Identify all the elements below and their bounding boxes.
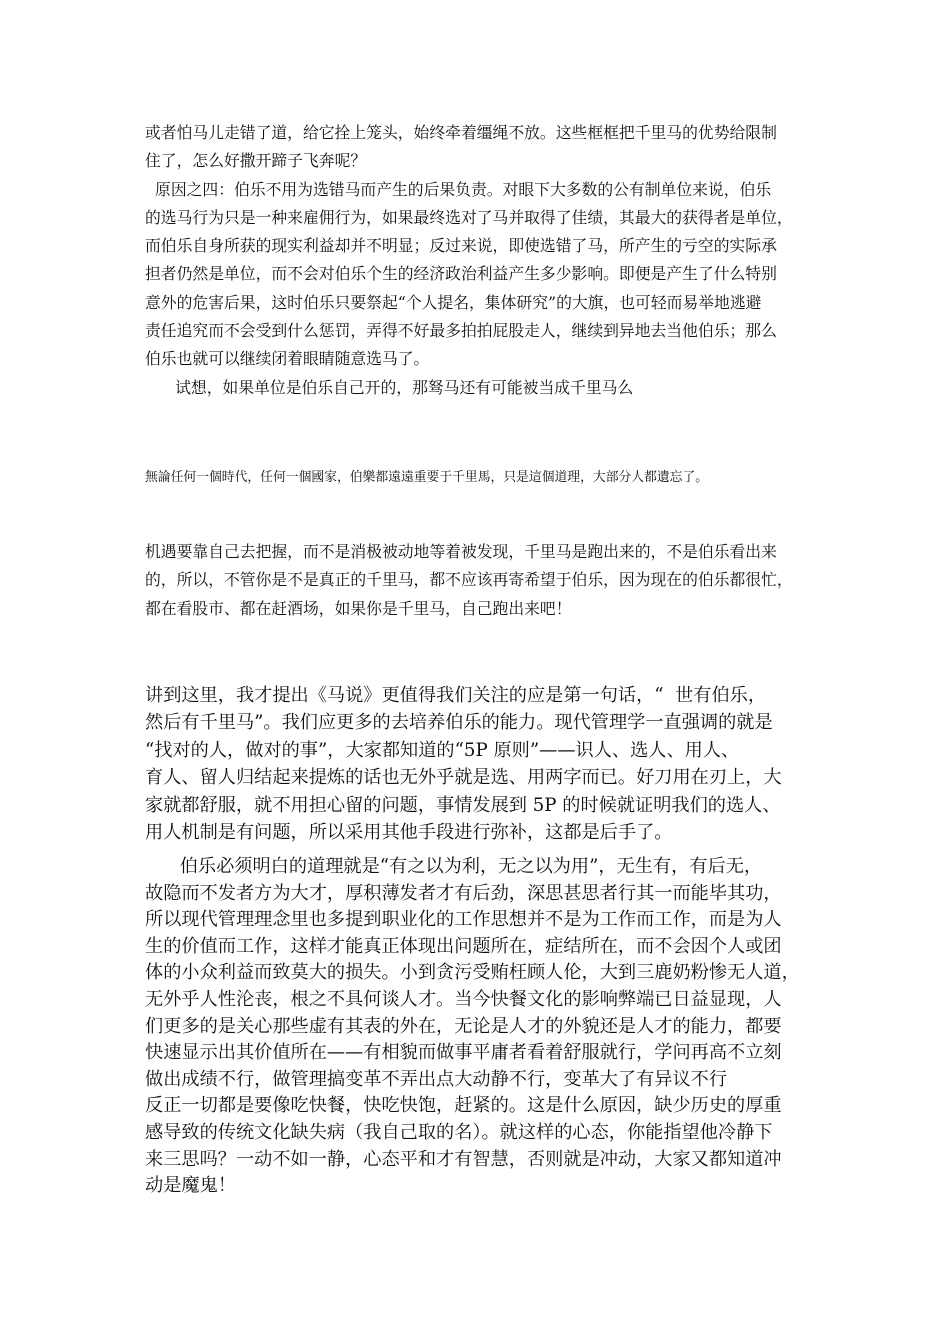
text-line: 都在看股市、都在赶酒场，如果你是千里马，自己跑出来吧！ bbox=[145, 598, 572, 618]
text-line: 的选马行为只是一种来雇佣行为，如果最终选对了马并取得了佳绩，其最大的获得者是单位， bbox=[145, 207, 793, 227]
text-line: 意外的危害后果，这时伯乐只要祭起“个人提名，集体研究”的大旗，也可轻而易举地逃避 bbox=[145, 292, 762, 312]
text-line: 们更多的是关心那些虚有其表的外在，无论是人才的外貌还是人才的能力，都要 bbox=[145, 1015, 782, 1037]
text-line: 無論任何一個時代，任何一個國家，伯樂都遠遠重要于千里馬，只是這個道理，大部分人都遺忘了。 bbox=[145, 470, 709, 485]
text-line: 反正一切都是要像吃快餐，快吃快饱，赶紧的。这是什么原因，缺少历史的厚重 bbox=[145, 1095, 782, 1117]
text-line: 然后有千里马”。我们应更多的去培养伯乐的能力。现代管理学一直强调的就是 bbox=[145, 712, 773, 734]
text-line: 所以现代管理理念里也多提到职业化的工作思想并不是为工作而工作，而是为人 bbox=[145, 909, 782, 931]
text-line: 感导致的传统文化缺失病（我自己取的名）。就这样的心态，你能指望他冷静下 bbox=[145, 1121, 773, 1143]
text-line: 担者仍然是单位，而不会对伯乐个生的经济政治利益产生多少影响。即便是产生了什么特别 bbox=[145, 264, 777, 284]
section-4-paragraph bbox=[145, 854, 810, 1200]
text-line: 故隐而不发者方为大才，厚积薄发者才有后劲，深思甚思者行其一而能毕其功， bbox=[145, 882, 782, 904]
text-line: 讲到这里，我才提出《马说》更值得我们关注的应是第一句话，“ 世有伯乐， bbox=[145, 685, 767, 706]
text-line: 责任追究而不会受到什么惩罚，弄得不好最多拍拍屁股走人，继续到异地去当他伯乐；那么 bbox=[145, 321, 777, 341]
text-line: 生的价值而工作，这样才能真正体现出问题所在，症结所在，而不会因个人或团 bbox=[145, 935, 782, 957]
text-line: “找对的人，做对的事”，大家都知道的“5P 原则”——识人、选人、用人、 bbox=[145, 739, 740, 761]
text-line: 体的小众利益而致莫大的损失。小到贪污受贿枉顾人伦，大到三鹿奶粉惨无人道， bbox=[145, 962, 800, 984]
text-line: 原因之四：伯乐不用为选错马而产生的后果负责。对眼下大多数的公有制单位来说，伯乐 bbox=[145, 179, 772, 199]
text-line: 伯乐必须明白的道理就是“有之以为利，无之以为用”，无生有，有后无， bbox=[145, 856, 763, 877]
text-line: 家就都舒服，就不用担心留的问题，事情发展到 5P 的时候就证明我们的选人、 bbox=[145, 794, 781, 816]
section-3-paragraph bbox=[145, 682, 810, 846]
text-line: 快速显示出其价值所在——有相貌而做事平庸者看着舒服就行，学问再高不立刻 bbox=[145, 1042, 782, 1064]
text-line: 住了，怎么好撒开蹄子飞奔呢？ bbox=[145, 151, 367, 171]
text-line: 或者怕马儿走错了道，给它拴上笼头，始终牵着缰绳不放。这些框框把千里马的优势给限制 bbox=[145, 123, 777, 142]
text-line: 伯乐也就可以继续闭着眼睛随意选马了。 bbox=[145, 349, 430, 369]
section-2-paragraph bbox=[145, 538, 810, 623]
text-line: 试想，如果单位是伯乐自己开的，那驽马还有可能被当成千里马么 bbox=[145, 377, 634, 397]
text-line: 做出成绩不行，做管理搞变革不弄出点大动静不行，变革大了有异议不行 bbox=[145, 1068, 728, 1090]
text-line: 而伯乐自身所获的现实利益却并不明显；反过来说，即使选错了马，所产生的亏空的实际承 bbox=[145, 236, 777, 256]
text-line: 的，所以，不管你是不是真正的千里马，都不应该再寄希望于伯乐，因为现在的伯乐都很忙， bbox=[145, 570, 793, 590]
text-line: 育人、留人归结起来提炼的话也无外乎就是选、用两字而已。好刀用在刃上，大 bbox=[145, 767, 782, 789]
text-line: 机遇要靠自己去把握，而不是消极被动地等着被发现，千里马是跑出来的，不是伯乐看出来 bbox=[145, 542, 777, 561]
text-line: 来三思吗？一动不如一静，心态平和才有智慧，否则就是冲动，大家又都知道冲 bbox=[145, 1148, 782, 1170]
traditional-chinese-paragraph bbox=[145, 468, 810, 488]
section-1-paragraphs bbox=[145, 119, 810, 402]
text-line: 用人机制是有问题，所以采用其他手段进行弥补，这都是后手了。 bbox=[145, 822, 673, 844]
text-line: 无外乎人性沦丧，根之不具何谈人才。当今快餐文化的影响弊端已日益显现，人 bbox=[145, 988, 782, 1010]
text-line: 动是魔鬼！ bbox=[145, 1175, 236, 1197]
